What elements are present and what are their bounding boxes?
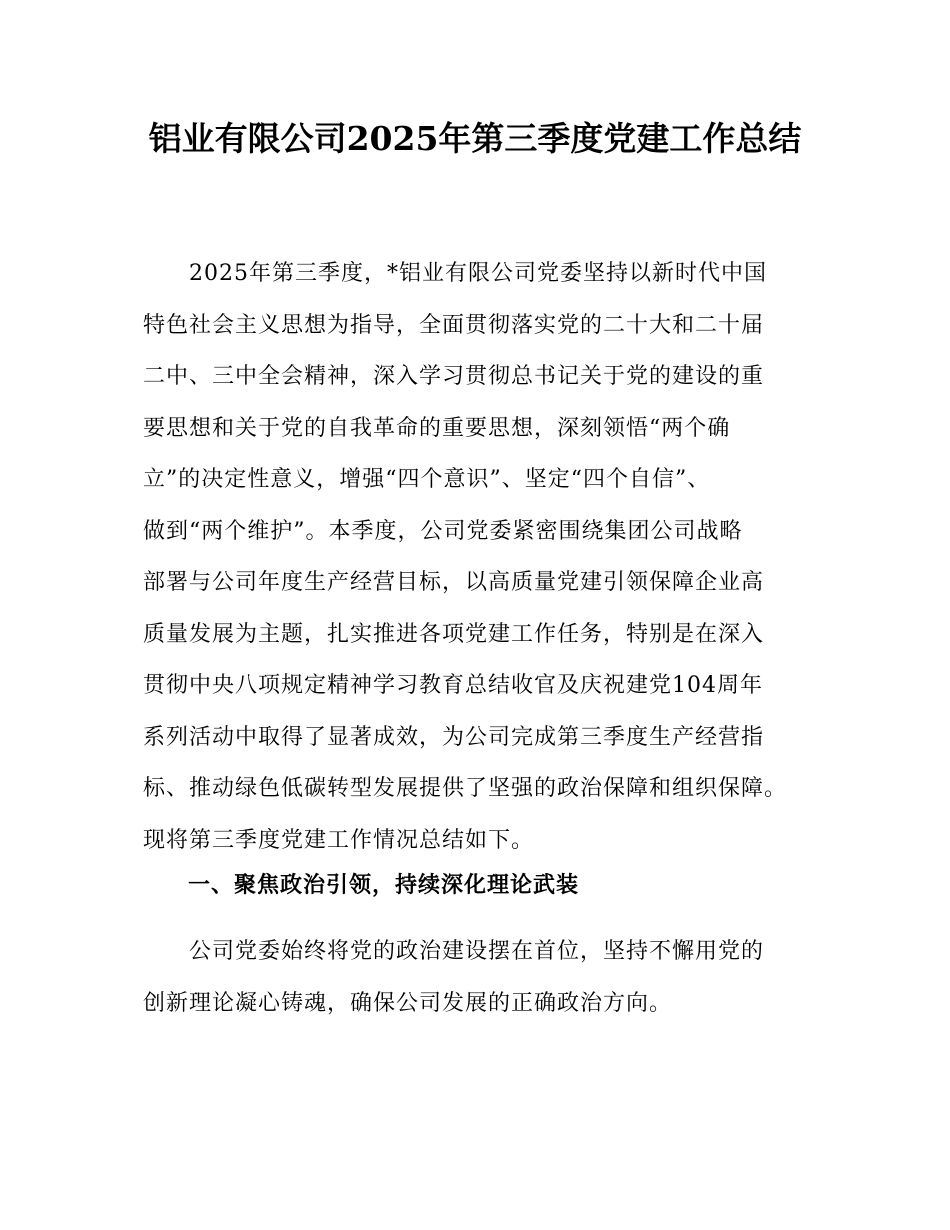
paragraph-line: 公司党委始终将党的政治建设摆在首位，坚持不懈用党的 [189,939,765,964]
paragraph-line: 现将第三季度党建工作情况总结如下。 [143,827,535,853]
paragraph-line: 质量发展为主题，扎实推进各项党建工作任务，特别是在深入 [143,621,765,647]
paragraph-line: 要思想和关于党的自我革命的重要思想，深刻领悟“两个确 [143,415,731,441]
paragraph-line: 部署与公司年度生产经营目标，以高质量党建引领保障企业高 [143,570,765,595]
paragraph-line: 系列活动中取得了显著成效，为公司完成第三季度生产经营指 [143,724,765,750]
paragraph-line: 二中、三中全会精神，深入学习贯彻总书记关于党的建设的重 [143,364,765,389]
document-title: 铝业有限公司2025年第三季度党建工作总结 [148,119,802,158]
paragraph-line: 特色社会主义思想为指导，全面贯彻落实党的二十大和二十届 [143,312,765,338]
section-heading: 一、聚焦政治引领，持续深化理论武装 [188,873,580,898]
paragraph-line: 2025年第三季度，*铝业有限公司党委坚持以新时代中国 [189,261,767,286]
paragraph-line: 标、推动绿色低碳转型发展提供了坚强的政治保障和组织保障。 [143,776,788,801]
paragraph-line: 做到“两个维护”。本季度，公司党委紧密围绕集团公司战略 [143,518,743,544]
section-paragraph [143,926,809,1029]
intro-paragraph [143,248,809,866]
paragraph-line: 创新理论凝心铸魂，确保公司发展的正确政治方向。 [143,990,673,1016]
paragraph-line: 贯彻中央八项规定精神学习教育总结收官及庆祝建党104周年 [143,673,763,698]
paragraph-line: 立”的决定性意义，增强“四个意识”、坚定“四个自信”、 [143,467,711,492]
